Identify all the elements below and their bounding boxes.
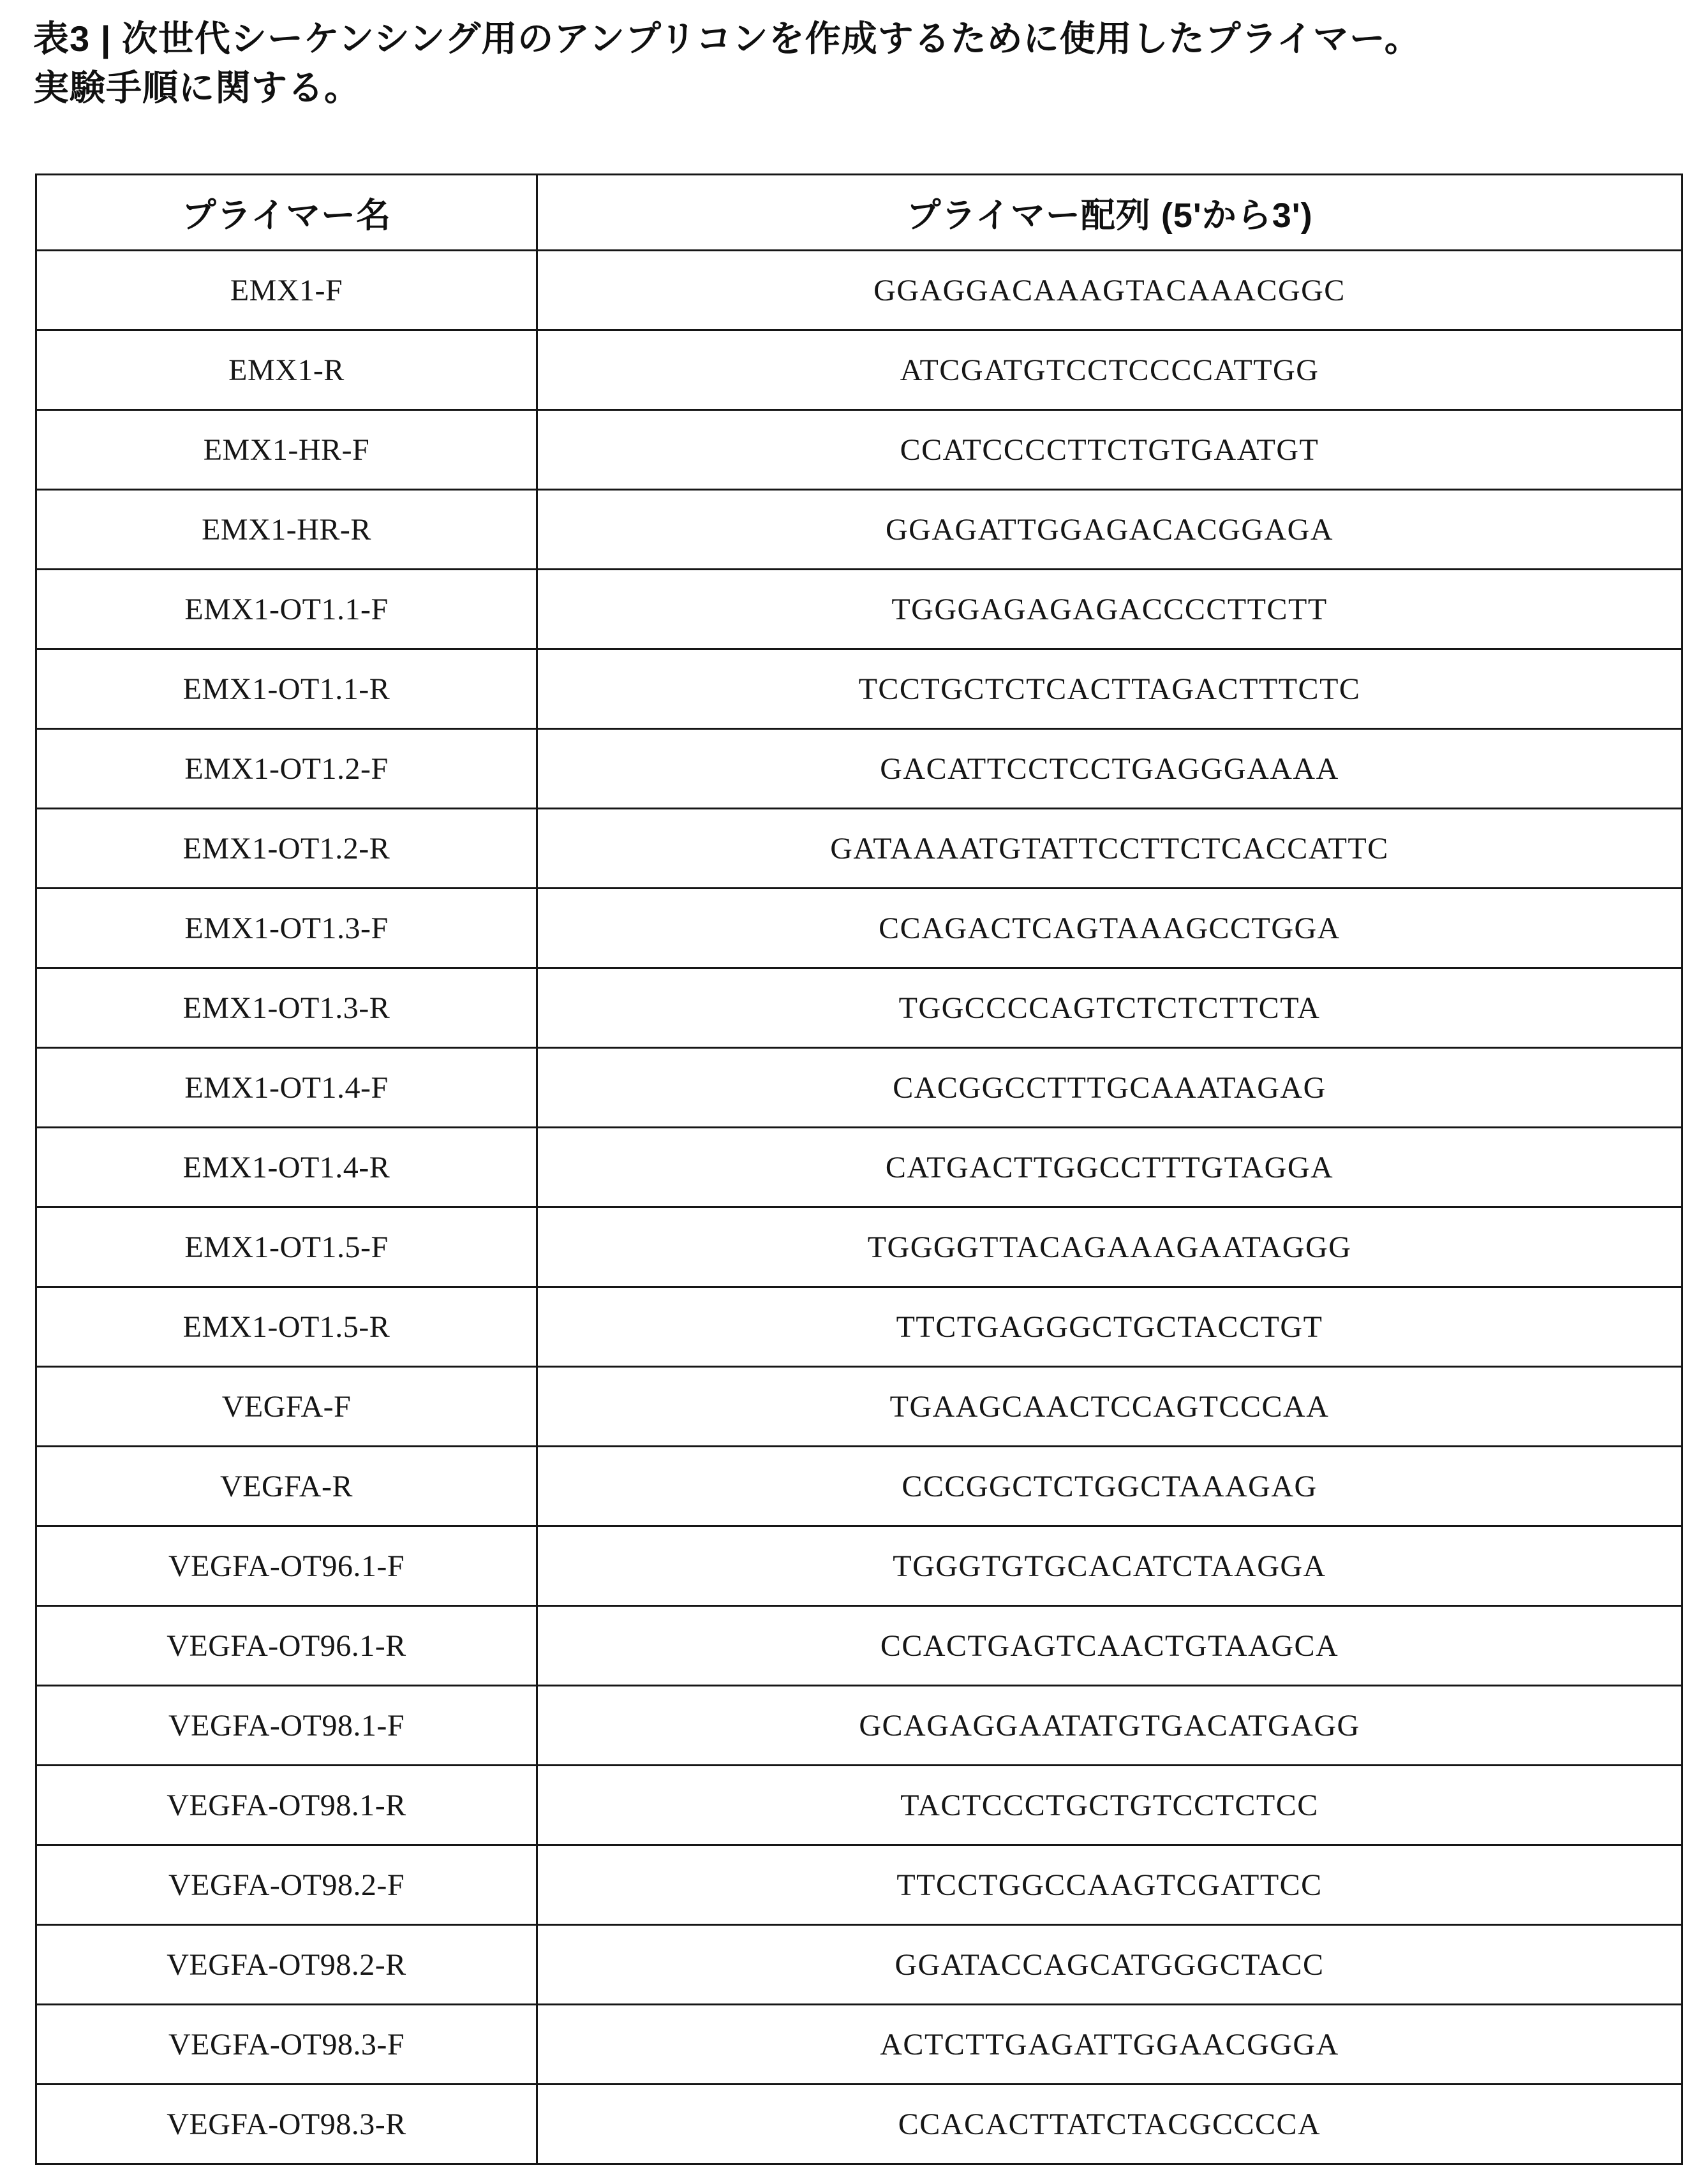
table-header-row [36,175,1682,251]
primer-sequence-cell: GACATTCCTCCTGAGGGAAAA [537,729,1682,809]
table-row [36,968,1682,1048]
table-row [36,490,1682,570]
primer-sequence-cell: TGGGTGTGCACATCTAAGGA [537,1526,1682,1606]
table-row [36,1128,1682,1207]
table-row [36,809,1682,889]
primer-name-cell: VEGFA-OT98.2-R [36,1925,537,2005]
table-caption-line-1: 表3 | 次世代シーケンシング用のアンプリコンを作成するために使用したプライマー。 [33,18,1421,59]
primer-sequence-cell: GGAGGACAAAGTACAAACGGC [537,251,1682,330]
table-row [36,1686,1682,1766]
primer-sequence-cell: CATGACTTGGCCTTTGTAGGA [537,1128,1682,1207]
table-row [36,1287,1682,1367]
primer-sequence-cell: CCACACTTATCTACGCCCCA [537,2084,1682,2164]
table-row [36,889,1682,968]
primer-name-cell: VEGFA-OT98.3-R [36,2084,537,2164]
table-row [36,1367,1682,1447]
primer-sequence-cell: TCCTGCTCTCACTTAGACTTTCTC [537,649,1682,729]
primer-name-cell: EMX1-OT1.4-F [36,1048,537,1128]
table-row [36,1845,1682,1925]
header-primer-name: プライマー名 [36,175,537,251]
primer-sequence-cell: ACTCTTGAGATTGGAACGGGA [537,2005,1682,2084]
primer-sequence-cell: GGATACCAGCATGGGCTACC [537,1925,1682,2005]
primer-name-cell: VEGFA-OT98.3-F [36,2005,537,2084]
primer-sequence-cell: ATCGATGTCCTCCCCATTGG [537,330,1682,410]
primer-name-cell: EMX1-OT1.3-R [36,968,537,1048]
header-primer-sequence: プライマー配列 (5'から3') [537,175,1682,251]
table-row [36,1925,1682,2005]
primer-sequence-cell: TTCTGAGGGCTGCTACCTGT [537,1287,1682,1367]
primer-sequence-cell: GGAGATTGGAGACACGGAGA [537,490,1682,570]
table-row [36,1207,1682,1287]
primer-table [35,173,1683,2165]
primer-name-cell: EMX1-OT1.2-F [36,729,537,809]
table-caption [33,14,1421,113]
primer-sequence-cell: TGGCCCCAGTCTCTCTTCTA [537,968,1682,1048]
table-body [36,251,1682,2164]
primer-sequence-cell: CCAGACTCAGTAAAGCCTGGA [537,889,1682,968]
primer-name-cell: EMX1-HR-R [36,490,537,570]
table-row [36,251,1682,330]
table-row [36,1048,1682,1128]
table-row [36,570,1682,649]
primer-name-cell: EMX1-OT1.1-F [36,570,537,649]
table-row [36,729,1682,809]
table-row [36,649,1682,729]
table-row [36,1606,1682,1686]
primer-name-cell: VEGFA-OT98.2-F [36,1845,537,1925]
table-row [36,410,1682,490]
primer-sequence-cell: CCACTGAGTCAACTGTAAGCA [537,1606,1682,1686]
primer-name-cell: EMX1-OT1.1-R [36,649,537,729]
primer-name-cell: EMX1-F [36,251,537,330]
primer-name-cell: EMX1-OT1.2-R [36,809,537,889]
table-row [36,1526,1682,1606]
primer-name-cell: EMX1-HR-F [36,410,537,490]
table-row [36,2005,1682,2084]
primer-name-cell: VEGFA-OT96.1-R [36,1606,537,1686]
primer-sequence-cell: CACGGCCTTTGCAAATAGAG [537,1048,1682,1128]
table-row [36,330,1682,410]
primer-sequence-cell: TACTCCCTGCTGTCCTCTCC [537,1766,1682,1845]
primer-name-cell: VEGFA-OT98.1-R [36,1766,537,1845]
primer-sequence-cell: GCAGAGGAATATGTGACATGAGG [537,1686,1682,1766]
primer-sequence-cell: CCCGGCTCTGGCTAAAGAG [537,1447,1682,1526]
primer-name-cell: EMX1-OT1.5-R [36,1287,537,1367]
primer-name-cell: EMX1-OT1.3-F [36,889,537,968]
primer-name-cell: EMX1-OT1.5-F [36,1207,537,1287]
primer-name-cell: VEGFA-F [36,1367,537,1447]
primer-sequence-cell: TGAAGCAACTCCAGTCCCAA [537,1367,1682,1447]
primer-name-cell: VEGFA-OT98.1-F [36,1686,537,1766]
primer-name-cell: VEGFA-R [36,1447,537,1526]
primer-sequence-cell: TTCCTGGCCAAGTCGATTCC [537,1845,1682,1925]
table-row [36,1447,1682,1526]
table-row [36,1766,1682,1845]
primer-sequence-cell: GATAAAATGTATTCCTTCTCACCATTC [537,809,1682,889]
table-row [36,2084,1682,2164]
primer-name-cell: VEGFA-OT96.1-F [36,1526,537,1606]
primer-name-cell: EMX1-R [36,330,537,410]
primer-sequence-cell: CCATCCCCTTCTGTGAATGT [537,410,1682,490]
primer-sequence-cell: TGGGAGAGAGACCCCTTCTT [537,570,1682,649]
primer-sequence-cell: TGGGGTTACAGAAAGAATAGGG [537,1207,1682,1287]
table-caption-line-2: 実験手順に関する。 [33,68,360,108]
primer-name-cell: EMX1-OT1.4-R [36,1128,537,1207]
